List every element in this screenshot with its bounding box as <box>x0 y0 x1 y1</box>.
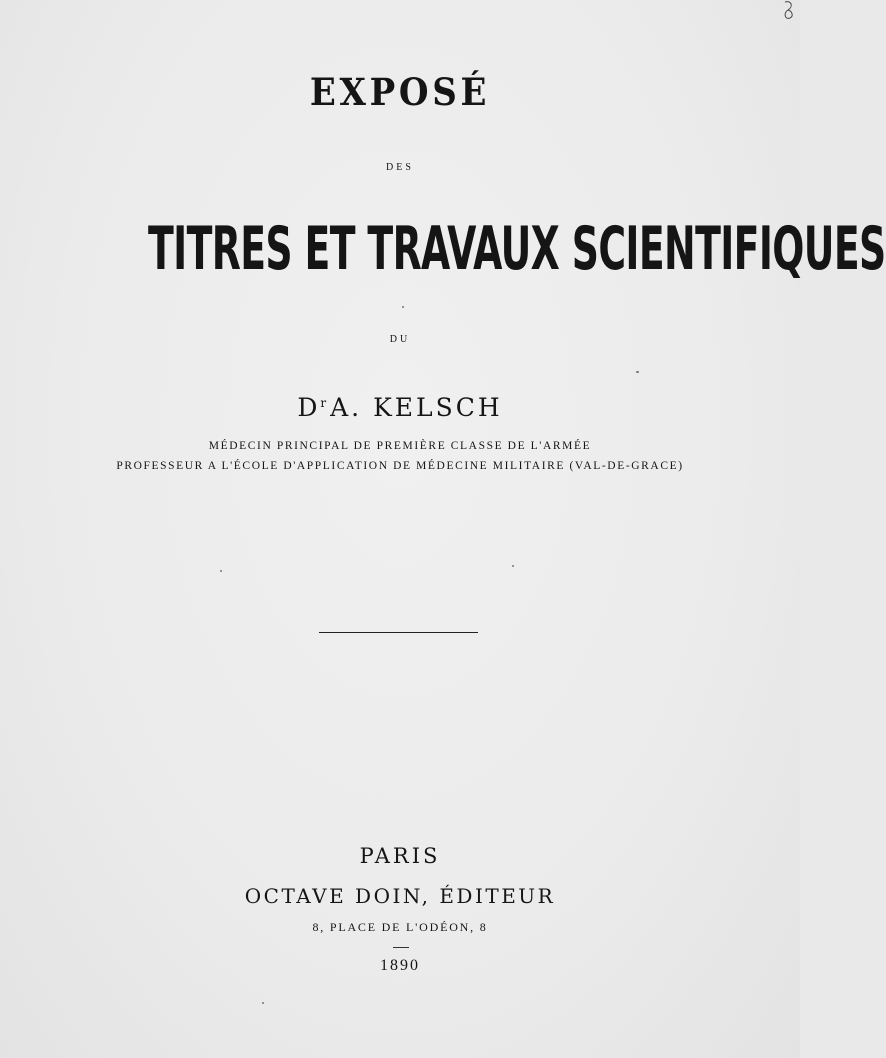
author-prefix-superscript: r <box>320 396 327 410</box>
small-divider-rule <box>393 947 409 948</box>
handwritten-page-mark <box>782 0 796 22</box>
imprint-publisher: OCTAVE DOIN, ÉDITEUR <box>244 884 556 908</box>
connector-du: DU <box>389 334 411 345</box>
paper-speck <box>402 306 404 308</box>
main-title: TITRES ET TRAVAUX SCIENTIFIQUES <box>148 214 886 284</box>
imprint-year: 1890 <box>380 957 420 974</box>
paper-speck <box>262 1002 264 1004</box>
author-position: PROFESSEUR A L'ÉCOLE D'APPLICATION DE MÉDECINE MILITAIRE (VAL-DE-GRACE) <box>116 460 684 472</box>
divider-rule <box>319 632 478 633</box>
author-rank: MÉDECIN PRINCIPAL DE PREMIÈRE CLASSE DE L'ARMÉE <box>208 440 592 452</box>
paper-speck <box>220 570 222 572</box>
connector-des: DES <box>386 162 414 173</box>
heading: EXPOSÉ <box>309 70 491 114</box>
author-line <box>0 393 800 422</box>
imprint-address: 8, PLACE DE L'ODÉON, 8 <box>312 920 488 934</box>
imprint-city: PARIS <box>359 844 441 868</box>
author-name: A. KELSCH <box>330 393 503 422</box>
paper-speck <box>512 565 514 567</box>
paper-speck <box>636 371 639 373</box>
author-prefix: D <box>297 393 321 422</box>
